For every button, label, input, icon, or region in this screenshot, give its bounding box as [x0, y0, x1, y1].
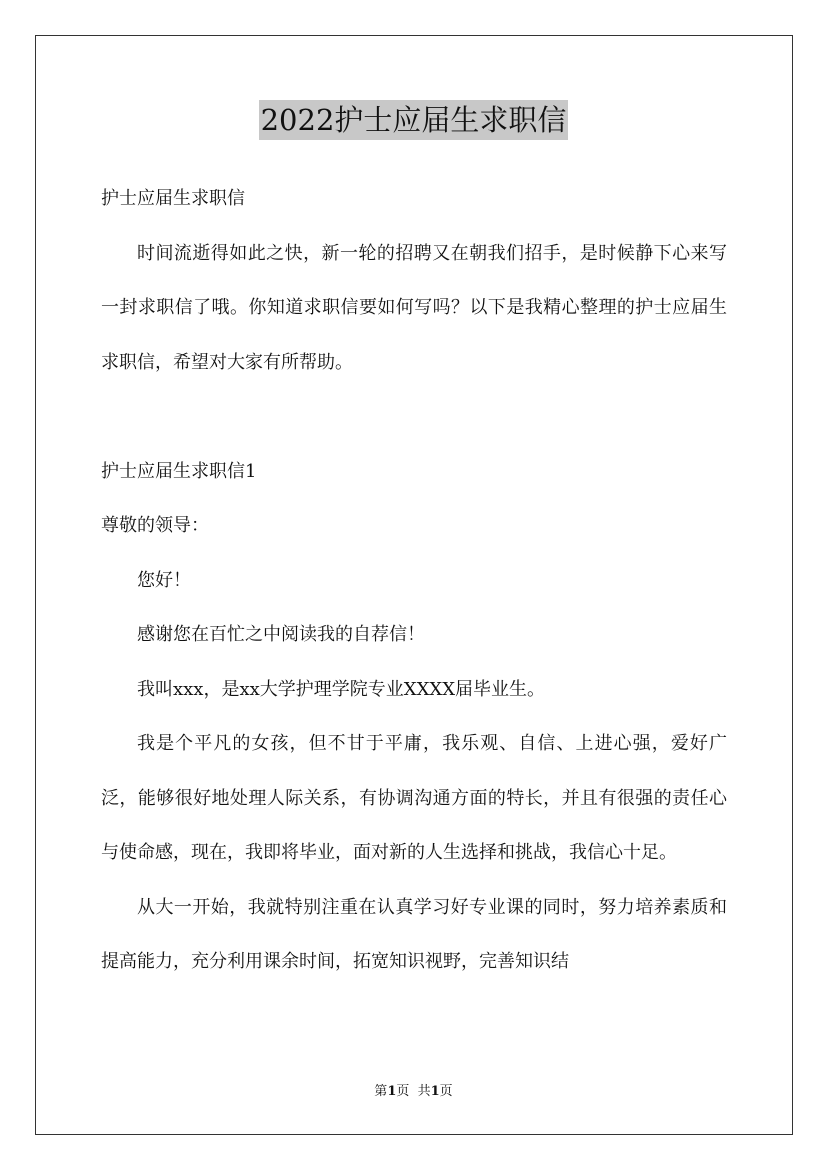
- self-intro-paragraph: 我叫xxx，是xx大学护理学院专业XXXX届毕业生。: [137, 678, 546, 700]
- subtitle: 护士应届生求职信: [101, 188, 245, 209]
- salutation: 尊敬的领导：: [101, 515, 209, 536]
- title-container: [0, 100, 827, 140]
- footer-page-suffix: 页 共: [396, 1084, 431, 1099]
- document-body: [101, 172, 727, 990]
- document-title: 2022护士应届生求职信: [259, 100, 569, 140]
- personality-paragraph: 我是个平凡的女孩，但不甘于平庸，我乐观、自信、上进心强，爱好广泛，能够很好地处理人际关系，有协调沟通方面的特长，并且有很强的责任心与使命感，现在，我即将毕业，面对新的人生选择和挑战，我信心十足。: [101, 733, 727, 863]
- footer-page-number: 1: [387, 1084, 397, 1099]
- greeting: 您好！: [137, 569, 191, 591]
- study-paragraph: 从大一开始，我就特别注重在认真学习好专业课的同时，努力培养素质和提高能力，充分利用课余时间，拓宽知识视野，完善知识结: [101, 896, 727, 972]
- intro-paragraph: 时间流逝得如此之快，新一轮的招聘又在朝我们招手，是时候静下心来写一封求职信了哦。你知道求职信要如何写吗？以下是我精心整理的护士应届生求职信，希望对大家有所帮助。: [101, 242, 727, 373]
- blank-line: [101, 390, 727, 445]
- footer-prefix: 第: [374, 1084, 388, 1099]
- thanks-paragraph: 感谢您在百忙之中阅读我的自荐信！: [137, 624, 425, 645]
- footer-total-suffix: 页: [439, 1084, 453, 1099]
- footer-total-pages: 1: [430, 1084, 440, 1099]
- letter-heading: 护士应届生求职信1: [101, 460, 257, 482]
- page-footer: [0, 1083, 827, 1101]
